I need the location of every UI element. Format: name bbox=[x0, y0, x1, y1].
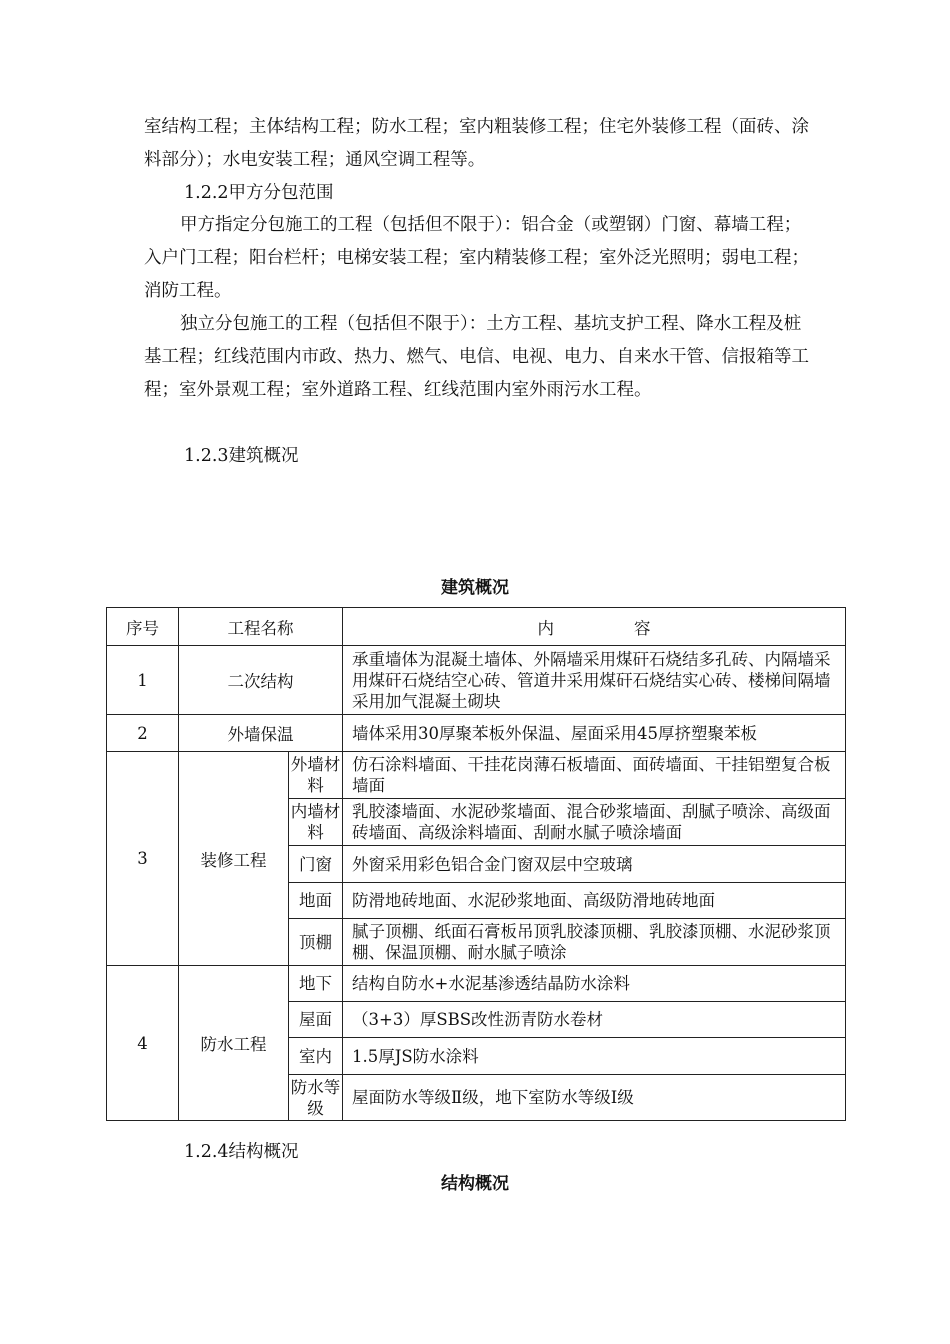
table-row bbox=[107, 752, 846, 799]
sub-content: 防滑地砖地面、水泥砂浆地面、高级防滑地砖地面 bbox=[343, 883, 846, 919]
row-content: 墙体采用30厚聚苯板外保温、屋面采用45厚挤塑聚苯板 bbox=[343, 715, 846, 752]
row-name: 二次结构 bbox=[179, 646, 343, 715]
sub-label: 顶棚 bbox=[289, 919, 343, 966]
row-no: 2 bbox=[107, 715, 179, 752]
sub-content: 1.5厚JS防水涂料 bbox=[343, 1038, 846, 1075]
header-no: 序号 bbox=[107, 608, 179, 646]
table-row bbox=[107, 715, 846, 752]
sub-content: 腻子顶棚、纸面石膏板吊顶乳胶漆顶棚、乳胶漆顶棚、水泥砂浆顶棚、保温顶棚、耐水腻子喷涂 bbox=[343, 919, 846, 966]
sub-label: 外墙材料 bbox=[289, 752, 343, 799]
header-content bbox=[343, 608, 846, 646]
sub-label: 内墙材料 bbox=[289, 799, 343, 846]
header-content-a: 内 bbox=[537, 618, 554, 638]
sub-label: 地下 bbox=[289, 966, 343, 1002]
sub-content: 外窗采用彩色铝合金门窗双层中空玻璃 bbox=[343, 846, 846, 883]
row-name: 防水工程 bbox=[179, 966, 289, 1121]
building-overview-table bbox=[106, 607, 846, 1121]
row-name: 装修工程 bbox=[179, 752, 289, 966]
paragraph-scope-continued: 室结构工程；主体结构工程；防水工程；室内粗装修工程；住宅外装修工程（面砖、涂料部分）；水电安装工程；通风空调工程等。 bbox=[144, 117, 809, 170]
sub-label: 门窗 bbox=[289, 846, 343, 883]
row-no: 3 bbox=[107, 752, 179, 966]
paragraph-designated-subcontract: 甲方指定分包施工的工程（包括但不限于）：铝合金（或塑钢）门窗、幕墙工程；入户门工程；阳台栏杆；电梯安装工程；室内精装修工程；室外泛光照明；弱电工程；消防工程。 bbox=[144, 215, 809, 301]
table-caption-building-overview: 建筑概况 bbox=[441, 578, 509, 598]
header-content-b: 容 bbox=[634, 618, 651, 638]
header-name: 工程名称 bbox=[179, 608, 343, 646]
sub-content: 乳胶漆墙面、水泥砂浆墙面、混合砂浆墙面、刮腻子喷涂、高级面砖墙面、高级涂料墙面、刮耐水腻子喷涂墙面 bbox=[343, 799, 846, 846]
table-row bbox=[107, 646, 846, 715]
sub-label: 室内 bbox=[289, 1038, 343, 1075]
section-heading-1-2-3: 1.2.3建筑概况 bbox=[184, 446, 299, 466]
sub-content: 仿石涂料墙面、干挂花岗薄石板墙面、面砖墙面、干挂铝塑复合板墙面 bbox=[343, 752, 846, 799]
table-caption-structure-overview: 结构概况 bbox=[441, 1174, 509, 1194]
table-row bbox=[107, 966, 846, 1002]
sub-label: 地面 bbox=[289, 883, 343, 919]
sub-content: （3+3）厚SBS改性沥青防水卷材 bbox=[343, 1002, 846, 1038]
row-content: 承重墙体为混凝土墙体、外隔墙采用煤矸石烧结多孔砖、内隔墙采用煤矸石烧结空心砖、管道井采用煤矸石烧结实心砖、楼梯间隔墙采用加气混凝土砌块 bbox=[343, 646, 846, 715]
sub-content: 结构自防水+水泥基渗透结晶防水涂料 bbox=[343, 966, 846, 1002]
row-no: 1 bbox=[107, 646, 179, 715]
row-name: 外墙保温 bbox=[179, 715, 343, 752]
sub-content: 屋面防水等级Ⅱ级，地下室防水等级Ⅰ级 bbox=[343, 1075, 846, 1121]
sub-label: 防水等级 bbox=[289, 1075, 343, 1121]
section-heading-1-2-2: 1.2.2甲方分包范围 bbox=[184, 183, 334, 203]
row-no: 4 bbox=[107, 966, 179, 1121]
paragraph-independent-subcontract: 独立分包施工的工程（包括但不限于）：土方工程、基坑支护工程、降水工程及桩基工程；红线范围内市政、热力、燃气、电信、电视、电力、自来水干管、信报箱等工程；室外景观工程；室外道路工程、红线范围内室外雨污水工程。 bbox=[144, 314, 809, 400]
table-header-row bbox=[107, 608, 846, 646]
sub-label: 屋面 bbox=[289, 1002, 343, 1038]
section-heading-1-2-4: 1.2.4结构概况 bbox=[184, 1142, 299, 1162]
